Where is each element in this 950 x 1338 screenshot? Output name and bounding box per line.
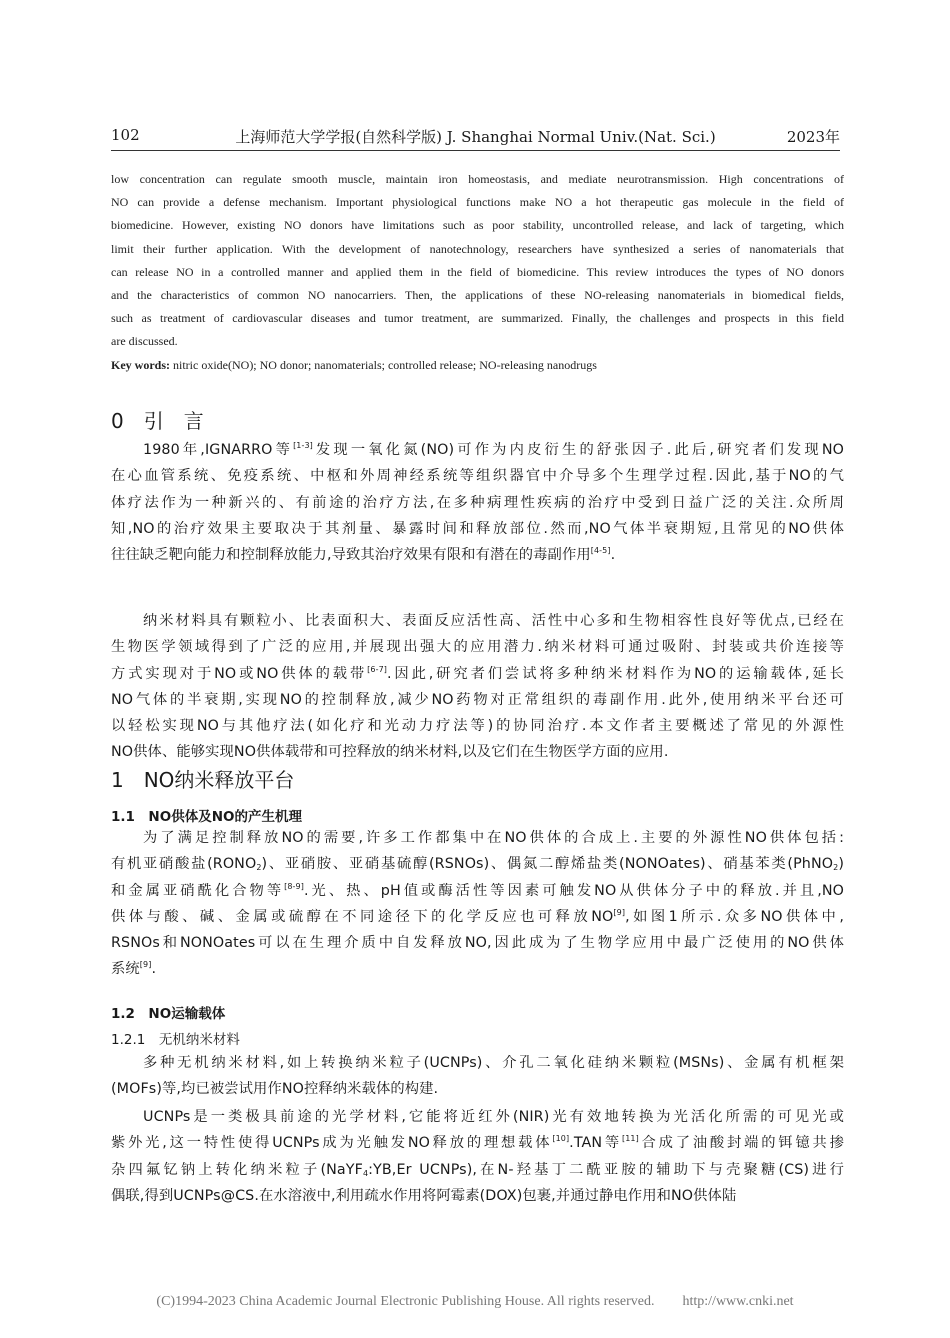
text-run: 纳米材料具有颗粒小、比表面积大、表面反应活性高、活性中心多和生物相容性良好等优点,已经在	[143, 613, 844, 629]
text-run: (MOFs)等,均已被尝试用作NO控释纳米载体的构建.	[111, 1081, 439, 1098]
paragraph-line	[111, 1157, 844, 1183]
subscript: 4	[362, 1168, 369, 1178]
text-run: 知,NO的治疗效果主要取决于其剂量、暴露时间和释放部位.然而,NO气体半衰期短,且常见的NO供体	[111, 520, 844, 537]
running-header	[111, 124, 840, 150]
text-run: 和金属亚硝酰化合物等	[111, 882, 285, 899]
abstract-line: biomedicine. However, existing NO donors have limitations such as poor stability, uncontrolled release, and lack of targeting, which	[111, 218, 844, 233]
journal-title: 上海师范大学学报(自然科学版) J. Shanghai Normal Univ.(Nat. Sci.)	[235, 128, 716, 146]
abstract-line: NO can provide a defense mechanism. Important physiological functions make NO a hot therapeutic gas molecule in the field of	[111, 195, 844, 210]
paragraph-line	[111, 1104, 844, 1130]
abstract-line: limit their further application. With the development of nanotechnology, researchers have synthesized a series of nanomaterials that	[111, 241, 844, 256]
text-run: ,如图1所示.众多NO供体中,	[625, 908, 844, 925]
text-run: .光、热、pH值或酶活性等因素可触发NO从供体分子中的释放.并且,NO	[303, 882, 844, 899]
citation: [6-7]	[367, 664, 387, 674]
text-run: 1980年,IGNARRO等	[143, 442, 294, 458]
paragraph-line	[111, 1183, 844, 1209]
header-rule	[111, 150, 840, 151]
subsection-heading-1-2-1: 1.2.1 无机纳米材料	[111, 1032, 240, 1048]
paragraph-line	[111, 851, 844, 877]
paragraph-line	[111, 739, 844, 765]
text-run: NO供体、能够实现NO供体载带和可控释放的纳米材料,以及它们在生物医学方面的应用.	[111, 744, 669, 761]
citation: [1-3]	[293, 441, 313, 450]
text-run: 偶联,得到UCNPs@CS.在水溶液中,利用疏水作用将阿霉素(DOX)包裹,并通过静电作用和NO供体陆	[111, 1187, 737, 1204]
text-run: UCNPs是一类极具前途的光学材料,它能将近红外(NIR)光有效地转换为光活化所需的可见光或	[143, 1109, 844, 1125]
text-run: 多种无机纳米材料,如上转换纳米粒子(UCNPs)、介孔二氧化硅纳米颗粒(MSNs)、金属有机框架	[143, 1055, 844, 1071]
text-run: 杂四氟钇钠上转化纳米粒子(NaYF	[111, 1161, 363, 1178]
paragraph-line	[111, 1050, 844, 1076]
subsection-heading-1-1: 1.1 NO供体及NO的产生机理	[111, 809, 302, 825]
text-run: .	[151, 961, 157, 978]
text-run: .因此,研究者们尝试将多种纳米材料作为NO的运输载体,延长	[386, 665, 844, 682]
paragraph-line	[111, 713, 844, 739]
abstract-line: low concentration can regulate smooth muscle, maintain iron homeostasis, and mediate neurotransmission. High concentrations of	[111, 172, 844, 186]
citation: [11]	[622, 1134, 639, 1144]
section-heading-intro: 0 引 言	[111, 409, 204, 433]
text-run: 合成了油酸封端的铒镱共掺	[638, 1135, 844, 1152]
paragraph-line	[111, 634, 844, 660]
paragraph	[111, 1050, 844, 1103]
text-run: .	[610, 547, 616, 564]
paragraph-line	[111, 930, 844, 956]
citation: [4-5]	[590, 546, 611, 556]
text-run: 体疗法作为一种新兴的、有前途的治疗方法,在多种病理性疾病的治疗中受到日益广泛的关注.众所周	[111, 494, 844, 511]
text-run: 在心血管系统、免疫系统、中枢和外周神经系统等组织器官中介导多个生理学过程.因此,基于NO的气	[111, 468, 844, 485]
subscript: 2	[256, 863, 262, 873]
citation: [8-9]	[284, 881, 304, 891]
text-run: 方式实现对于NO或NO供体的载带	[111, 665, 368, 682]
paragraph-line	[111, 516, 844, 542]
text-run: .TAN等	[569, 1135, 623, 1152]
text-run: 系统	[111, 961, 140, 978]
citation: [10]	[552, 1134, 570, 1144]
keywords	[111, 354, 844, 377]
paragraph	[111, 825, 844, 983]
paragraph-line	[111, 904, 844, 930]
text-run: 以轻松实现NO与其他疗法(如化疗和光动力疗法等)的协同治疗.本文作者主要概述了常见的外源性	[111, 718, 844, 735]
keywords-label: Key words:	[111, 358, 170, 372]
abstract-line: and the characteristics of common NO nanocarriers. Then, the applications of these NO-releasing nanomaterials in biomedical fields,	[111, 288, 844, 303]
text-run: NO气体的半衰期,实现NO的控制释放,减少NO药物对正常组织的毒副作用.此外,使用纳米平台还可	[111, 691, 844, 708]
english-abstract	[111, 168, 844, 354]
text-run: 供体与酸、碱、金属或硫醇在不同途径下的化学反应也可释放NO	[111, 908, 614, 925]
paragraph-line	[111, 608, 844, 634]
paragraph-line	[111, 463, 844, 489]
paragraph-line	[111, 1130, 844, 1156]
abstract-line: are discussed.	[111, 334, 178, 349]
text-run: 发现一氧化氮(NO)可作为内皮衍生的舒张因子.此后,研究者们发现NO	[312, 442, 844, 458]
subsection-heading-1-2: 1.2 NO运输载体	[111, 1006, 226, 1022]
abstract-line: such as treatment of cardiovascular diseases and tumor treatment, are summarized. Finally, the challenges and prospects in this field	[111, 311, 844, 326]
subscript: 2	[833, 863, 839, 873]
text-run: :YB,Er UCNPs),在N-羟基丁二酰亚胺的辅助下与壳聚糖(CS)进行	[368, 1161, 844, 1178]
text-run: 往往缺乏靶向能力和控制释放能力,导致其治疗效果有限和有潜在的毒副作用	[111, 547, 591, 564]
copyright-footer: (C)1994-2023 China Academic Journal Electronic Publishing House. All rights reserved. http://www.cnki.net	[156, 1294, 794, 1309]
publication-year: 2023年	[786, 128, 840, 146]
paragraph-line	[111, 956, 844, 982]
paragraph-line	[111, 542, 844, 568]
keywords-text: nitric oxide(NO); NO donor; nanomaterials; controlled release; NO-releasing nanodrugs	[173, 358, 597, 372]
text-run: )	[838, 856, 844, 873]
citation: [9]	[613, 907, 626, 917]
paragraph-line	[111, 661, 844, 687]
paragraph-line	[111, 687, 844, 713]
paragraph-line	[111, 437, 844, 463]
paragraph	[111, 608, 844, 766]
text-run: 生物医学领域得到了广泛的应用,并展现出强大的应用潜力.纳米材料可通过吸附、封装或共价连接等	[111, 639, 844, 656]
citation: [9]	[139, 960, 152, 970]
text-run: )、亚硝胺、亚硝基硫醇(RSNOs)、偶氮二醇烯盐类(NONOates)、硝基苯类(PhNO	[261, 856, 834, 873]
paragraph-line	[111, 1076, 844, 1102]
paragraph-line	[111, 825, 844, 851]
paragraph	[111, 1104, 844, 1209]
text-run: 为了满足控制释放NO的需要,许多工作都集中在NO供体的合成上.主要的外源性NO供体包括:	[143, 830, 844, 846]
text-run: 紫外光,这一特性使得UCNPs成为光触发NO释放的理想载体	[111, 1135, 553, 1152]
abstract-line: can release NO in a controlled manner and applied them in the field of biomedicine. This review introduces the types of NO donors	[111, 264, 844, 279]
paragraph-line	[111, 878, 844, 904]
section-heading-1: 1 NO纳米释放平台	[111, 768, 295, 792]
text-run: 有机亚硝酸盐(RONO	[111, 856, 257, 873]
page-number: 102	[111, 126, 140, 144]
paragraph-line	[111, 490, 844, 516]
text-run: RSNOs和NONOates可以在生理介质中自发释放NO,因此成为了生物学应用中最广泛使用的NO供体	[111, 935, 844, 952]
paragraph	[111, 437, 844, 568]
